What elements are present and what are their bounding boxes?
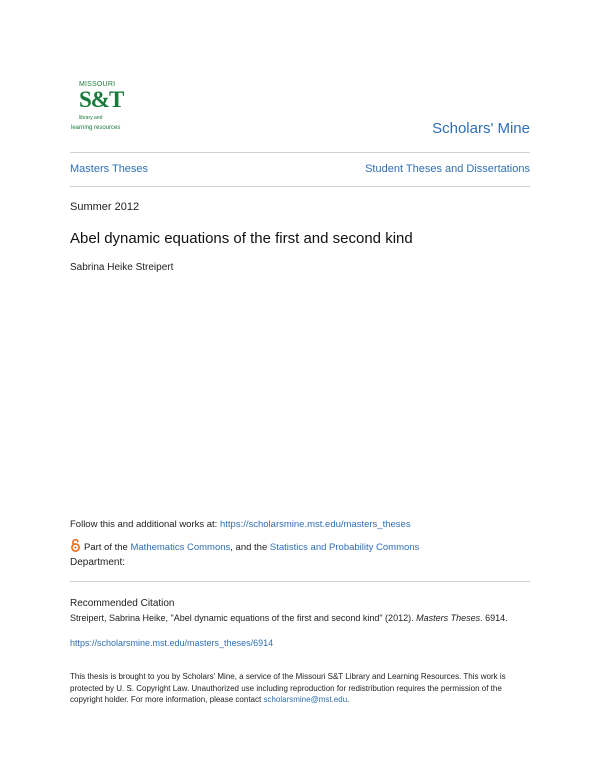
masters-theses-link[interactable]: Masters Theses bbox=[70, 163, 149, 175]
top-divider bbox=[70, 152, 530, 153]
copyright-notice: This thesis is brought to you by Scholars' Mine, a service of the Missouri S&T Library and Learning Resources. This work is protected by U. S. Copyright Law. Unauthorized use including reproduction for redistribution requires the permission of the copyright holder. For more information, please contact scholarsmine@mst.edu. bbox=[70, 672, 506, 704]
student-theses-link[interactable]: Student Theses and Dissertations bbox=[365, 163, 530, 175]
site-name-link[interactable]: Scholars' Mine bbox=[432, 120, 530, 137]
publication-date: Summer 2012 bbox=[70, 201, 140, 213]
missouri-st-logo bbox=[71, 81, 127, 137]
author-name: Sabrina Heike Streipert bbox=[70, 262, 174, 273]
document-title: Abel dynamic equations of the first and second kind bbox=[70, 230, 413, 247]
recommended-citation-heading: Recommended Citation bbox=[70, 598, 175, 609]
logo-line-st: S&T bbox=[79, 87, 124, 112]
part-of-line: Part of the Mathematics Commons, and the Statistics and Probability Commons bbox=[70, 539, 419, 553]
mathematics-commons-link[interactable]: Mathematics Commons bbox=[130, 542, 231, 553]
citation-text: Streipert, Sabrina Heike, "Abel dynamic equations of the first and second kind" (2012). Masters Theses. 6914. bbox=[70, 613, 508, 623]
department-label: Department: bbox=[70, 557, 126, 568]
nav-divider bbox=[70, 186, 530, 187]
contact-email-link[interactable]: scholarsmine@mst.edu bbox=[263, 695, 348, 704]
citation-url-link[interactable]: https://scholarsmine.mst.edu/masters_theses/6914 bbox=[70, 638, 274, 648]
statistics-commons-link[interactable]: Statistics and Probability Commons bbox=[269, 542, 420, 553]
open-access-icon bbox=[70, 539, 81, 552]
logo-line-learning: learning resources bbox=[71, 125, 121, 131]
logo-line-library: library and bbox=[79, 115, 103, 121]
follow-url-link[interactable]: https://scholarsmine.mst.edu/masters_theses bbox=[219, 519, 411, 530]
logo-line-missouri: MISSOURI bbox=[79, 81, 116, 88]
citation-divider bbox=[70, 581, 530, 582]
follow-line: Follow this and additional works at: https://scholarsmine.mst.edu/masters_theses bbox=[70, 519, 411, 530]
